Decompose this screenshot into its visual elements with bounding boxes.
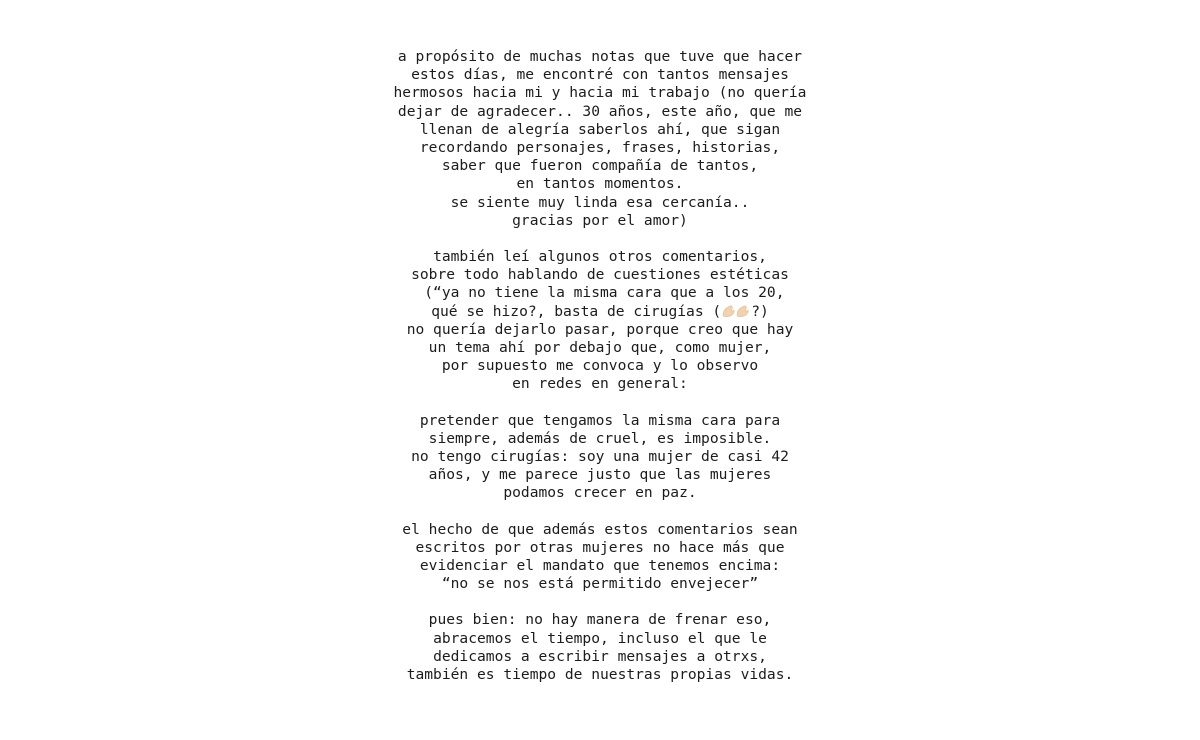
text-line: gracias por el amor) <box>512 211 688 229</box>
text-line: no tengo cirugías: soy una mujer de casi 42 <box>411 448 789 466</box>
text-line: abracemos el tiempo, incluso el que le <box>433 629 767 647</box>
text-line: no quería dejarlo pasar, porque creo que hay <box>406 320 794 338</box>
paragraph-comments <box>407 248 794 394</box>
text-line: dedicamos a escribir mensajes a otrxs, <box>433 647 767 665</box>
paragraph-mandate <box>402 521 797 594</box>
text-line: se siente muy linda esa cercanía.. <box>450 193 750 211</box>
text-line: (“ya no tiene la misma cara que a los 20, <box>415 284 785 302</box>
text-segment: ?) <box>751 302 769 320</box>
text-line: años, y me parece justo que las mujeres <box>428 466 772 484</box>
text-line: podamos crecer en paz. <box>503 484 697 502</box>
text-line: por supuesto me convoca y lo observo <box>441 357 759 375</box>
text-line: recordando personajes, frases, historias, <box>419 139 781 157</box>
text-line: sobre todo hablando de cuestiones estéticas <box>411 266 789 284</box>
paragraph-embrace-time <box>407 611 794 684</box>
text-line: en redes en general: <box>512 375 688 393</box>
text-line: pues bien: no hay manera de frenar eso, <box>428 611 772 629</box>
text-line: el hecho de que además estos comentarios sean <box>402 520 798 538</box>
text-line: a propósito de muchas notas que tuve que hacer <box>397 48 803 65</box>
text-line: dejar de agradecer.. 30 años, este año, que me <box>397 102 803 120</box>
paragraph-gratitude <box>394 48 807 230</box>
text-line: un tema ahí por debajo que, como mujer, <box>428 339 772 357</box>
text-line: escritos por otras mujeres no hace más que <box>415 538 785 556</box>
text-line: siempre, además de cruel, es imposible. <box>428 429 772 447</box>
story-text <box>0 48 1200 702</box>
text-line: evidenciar el mandato que tenemos encima: <box>419 557 781 575</box>
text-line: en tantos momentos. <box>516 175 684 193</box>
text-line: hermosos hacia mi y hacia mi trabajo (no quería <box>393 84 807 102</box>
flexed-biceps-icon <box>721 303 751 318</box>
text-line: “no se nos está permitido envejecer” <box>441 575 759 593</box>
text-line: también leí algunos otros comentarios, <box>433 248 767 266</box>
paragraph-no-surgery <box>411 412 789 503</box>
text-line-with-emoji <box>431 303 769 321</box>
text-line: llenan de alegría saberlos ahí, que sigan <box>419 120 781 138</box>
text-line: también es tiempo de nuestras propias vidas. <box>406 666 794 684</box>
text-line: pretender que tengamos la misma cara para <box>419 411 781 429</box>
text-line: estos días, me encontré con tantos mensajes <box>411 66 789 84</box>
text-line: saber que fueron compañía de tantos, <box>441 157 759 175</box>
text-segment: qué se hizo?, basta de cirugías ( <box>431 302 722 320</box>
